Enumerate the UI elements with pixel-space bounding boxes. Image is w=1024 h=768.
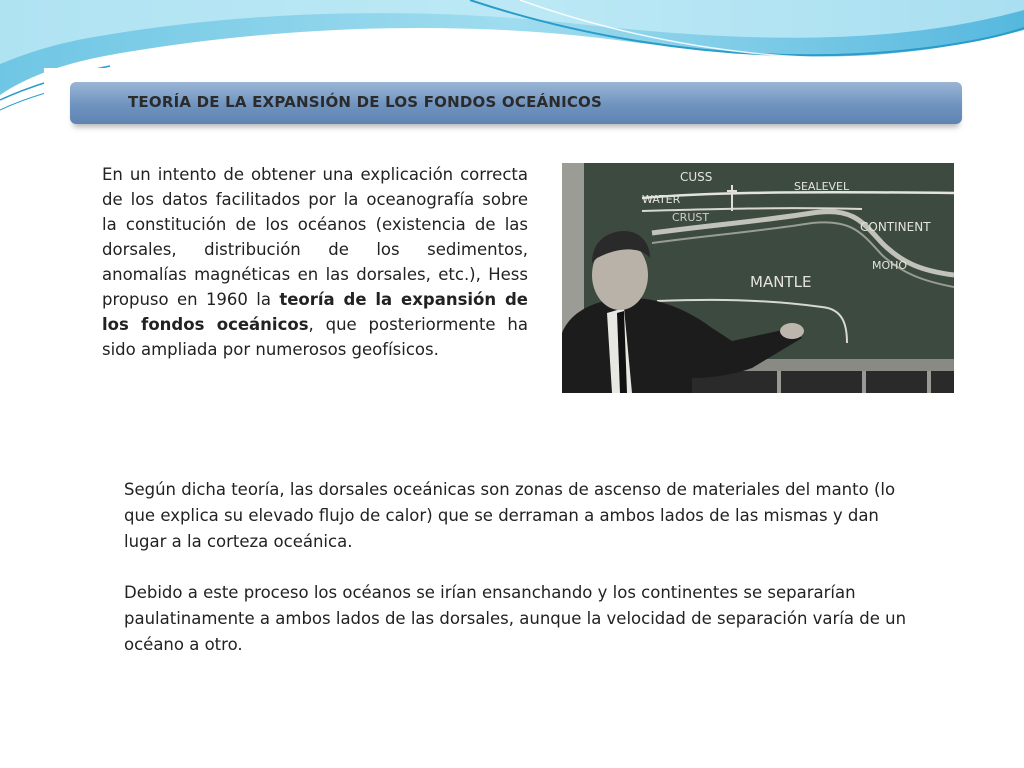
chalk-label-sealevel: SEALEVEL [794, 180, 850, 193]
chalk-label-water: WATER [642, 193, 681, 206]
consequence-paragraph: Debido a este proceso los océanos se irían ensanchando y los continentes se separarían paulatinamente a ambos lados de las dorsales, aunque la velocidad de separación varía de un océano a otro. [124, 583, 907, 654]
intro-text: En un intento de obtener una explicación correcta de los datos facilitados por la oceanografía sobre la constitución de los océanos (existencia de las dorsales, distribución de los sedimentos, anomalías magnéticas en las dorsales, etc.), Hess propuso en 1960 la [102, 165, 528, 309]
intro-paragraph [102, 162, 528, 362]
chalk-label-crust: CRUST [672, 211, 710, 224]
chalk-label-cuss: CUSS [680, 170, 713, 184]
slide-title: TEORÍA DE LA EXPANSIÓN DE LOS FONDOS OCEÁNICOS [128, 93, 603, 111]
theory-name: teoría de la expansión de los fondos oceánicos [102, 290, 528, 334]
chalk-label-moho: MOHO [872, 259, 908, 272]
chalk-label-mantle: MANTLE [750, 273, 812, 291]
title-bar [70, 82, 962, 124]
chalk-label-continent: CONTINENT [860, 220, 931, 234]
theory-paragraph: Según dicha teoría, las dorsales oceánicas son zonas de ascenso de materiales del manto (lo que explica su elevado flujo de calor) que se derraman a ambos lados de las mismas y dan lugar a la corteza oceánica. [124, 480, 896, 551]
intro-text-end: , que posteriormente ha sido ampliada por numerosos geofísicos. [102, 315, 528, 359]
hess-chalkboard-photo [562, 163, 954, 393]
